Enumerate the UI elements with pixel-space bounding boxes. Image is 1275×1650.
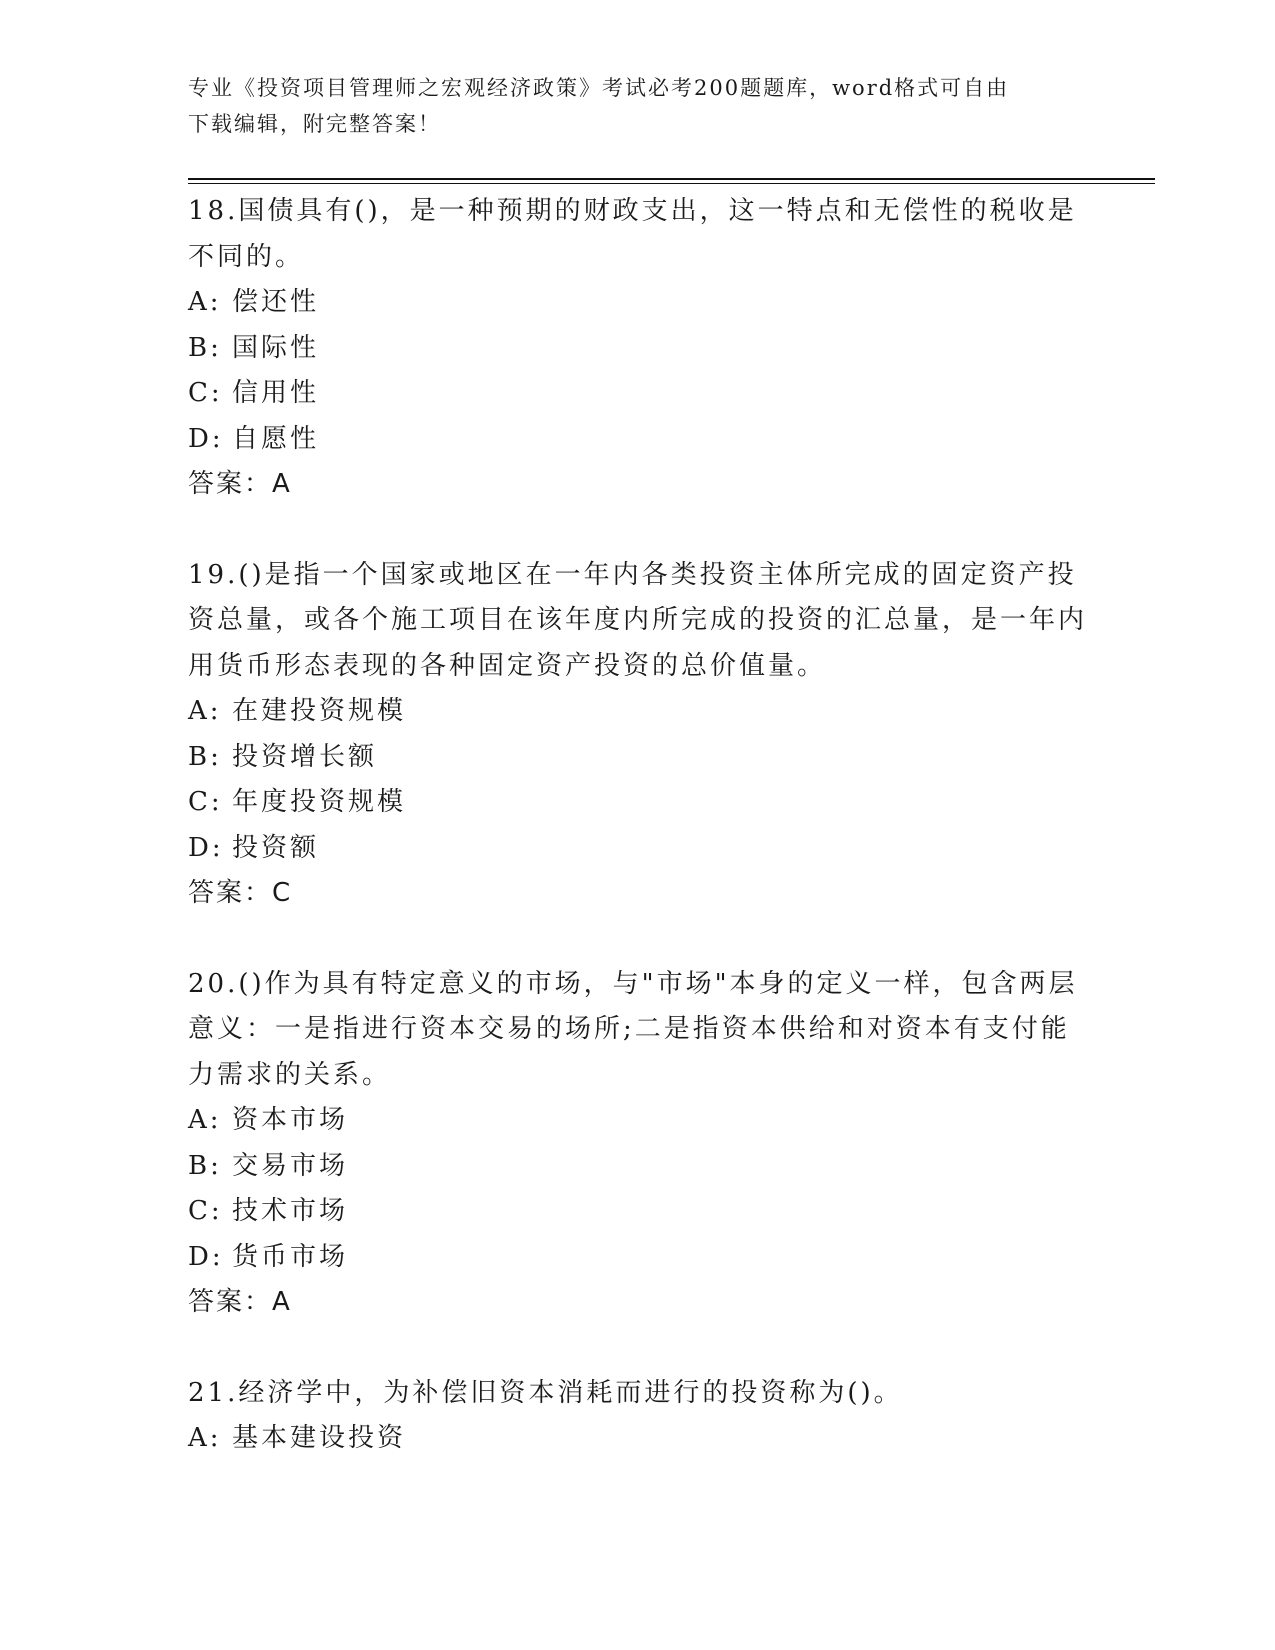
option-a <box>188 1416 1088 1462</box>
option-c <box>188 1189 1088 1235</box>
answer: 答案：A <box>188 1287 292 1317</box>
option-a <box>188 280 1088 326</box>
option-text: 投资增长额 <box>232 741 378 772</box>
header-divider-thin <box>188 183 1155 184</box>
option-letter: B: <box>188 1150 222 1181</box>
option-text: 年度投资规模 <box>232 787 407 817</box>
question-text: 18.国债具有()，是一种预期的财政支出，这一特点和无偿性的税收是不同的。 <box>188 196 1077 272</box>
spacer <box>188 1326 1088 1371</box>
header-divider-thick <box>188 178 1155 180</box>
option-text: 国际性 <box>232 332 320 363</box>
option-letter: C: <box>188 1196 223 1226</box>
document-header <box>188 70 1068 142</box>
option-d <box>188 826 1088 872</box>
option-c <box>188 780 1088 826</box>
option-text: 基本建设投资 <box>232 1423 407 1453</box>
option-letter: B: <box>188 332 222 363</box>
question-18 <box>188 189 1088 508</box>
spacer <box>188 917 1088 962</box>
option-a <box>188 1098 1088 1144</box>
option-d <box>188 1235 1088 1281</box>
question-21 <box>188 1371 1088 1462</box>
option-letter: C: <box>188 787 223 817</box>
option-letter: D: <box>188 1241 224 1272</box>
option-letter: B: <box>188 741 222 772</box>
option-text: 投资额 <box>232 832 320 863</box>
question-text: 20.()作为具有特定意义的市场，与"市场"本身的定义一样，包含两层意义：一是指进行资本交易的场所;二是指资本供给和对资本有支付能力需求的关系。 <box>188 968 1078 1090</box>
question-text: 19.()是指一个国家或地区在一年内各类投资主体所完成的固定资产投资总量，或各个施工项目在该年度内所完成的投资的汇总量，是一年内用货币形态表现的各种固定资产投资的总价值量。 <box>188 559 1088 681</box>
question-list <box>188 189 1088 1462</box>
option-text: 货币市场 <box>232 1241 349 1272</box>
option-text: 资本市场 <box>232 1105 349 1135</box>
spacer <box>188 508 1088 553</box>
option-text: 自愿性 <box>232 423 320 454</box>
header-line-2: 下载编辑，附完整答案！ <box>188 112 441 136</box>
option-letter: C: <box>188 378 223 408</box>
option-letter: A: <box>188 287 222 317</box>
option-c <box>188 371 1088 417</box>
answer: 答案：A <box>188 469 292 499</box>
header-line-1: 专业《投资项目管理师之宏观经济政策》考试必考200题题库，word格式可自由 <box>188 76 1010 100</box>
option-text: 技术市场 <box>232 1196 349 1226</box>
option-b <box>188 326 1088 372</box>
answer: 答案：C <box>188 878 293 908</box>
option-text: 交易市场 <box>232 1150 349 1181</box>
option-text: 在建投资规模 <box>232 696 407 726</box>
option-text: 偿还性 <box>232 287 320 317</box>
option-b <box>188 1144 1088 1190</box>
question-19 <box>188 553 1088 917</box>
option-d <box>188 417 1088 463</box>
option-letter: A: <box>188 1423 222 1453</box>
option-a <box>188 689 1088 735</box>
option-letter: D: <box>188 423 224 454</box>
option-b <box>188 735 1088 781</box>
question-20 <box>188 962 1088 1326</box>
question-text: 21.经济学中，为补偿旧资本消耗而进行的投资称为()。 <box>188 1377 903 1408</box>
option-text: 信用性 <box>232 378 320 408</box>
option-letter: D: <box>188 832 224 863</box>
option-letter: A: <box>188 1105 222 1135</box>
option-letter: A: <box>188 696 222 726</box>
